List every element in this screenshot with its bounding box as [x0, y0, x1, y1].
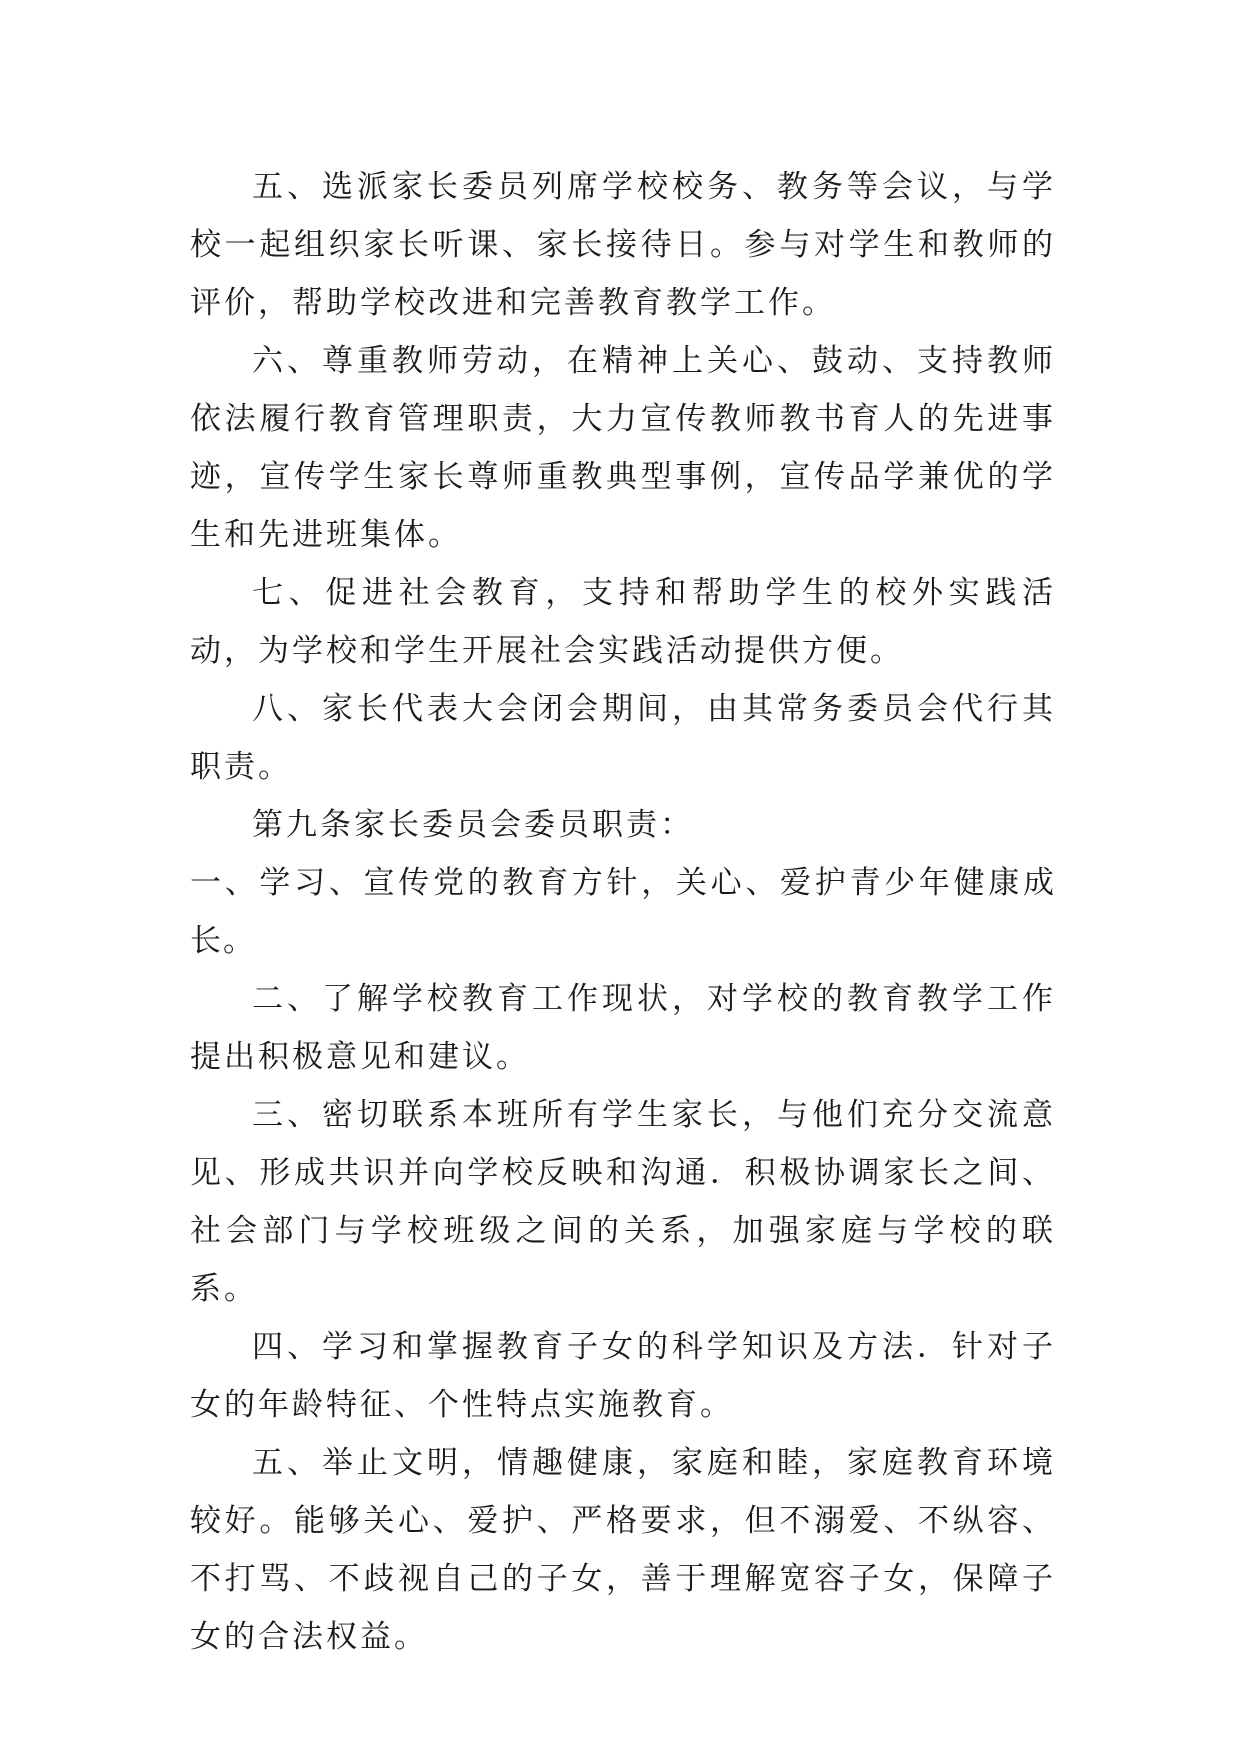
- paragraph-8-standing-committee: 八、家长代表大会闭会期间，由其常务委员会代行其职责。: [190, 691, 1056, 785]
- paragraph-5-delegate-members: 五、选派家长委员列席学校校务、教务等会议，与学校一起组织家长听课、家长接待日。参与对学生和教师的评价，帮助学校改进和完善教育教学工作。: [190, 169, 1056, 321]
- duty-4-parenting-knowledge: 四、学习和掌握教育子女的科学知识及方法．针对子女的年龄特征、个性特点实施教育。: [190, 1329, 1056, 1423]
- paragraph-7-social-education: 七、促进社会教育，支持和帮助学生的校外实践活动，为学校和学生开展社会实践活动提供方便。: [190, 575, 1056, 669]
- article-9-heading: 第九条家长委员会委员职责：: [252, 807, 694, 843]
- document-body: [190, 158, 1056, 1666]
- duty-3-contact-parents: 三、密切联系本班所有学生家长，与他们充分交流意见、形成共识并向学校反映和沟通．积极协调家长之间、社会部门与学校班级之间的关系，加强家庭与学校的联系。: [190, 1097, 1056, 1307]
- paragraph-6-respect-teachers: 六、尊重教师劳动，在精神上关心、鼓动、支持教师依法履行教育管理职责，大力宣传教师教书育人的先进事迹，宣传学生家长尊师重教典型事例，宣传品学兼优的学生和先进班集体。: [190, 343, 1056, 553]
- duty-5-family-conduct: 五、举止文明，情趣健康，家庭和睦，家庭教育环境较好。能够关心、爱护、严格要求，但不溺爱、不纵容、不打骂、不歧视自己的子女，善于理解宽容子女，保障子女的合法权益。: [190, 1445, 1056, 1655]
- duty-1-education-policy: 一、学习、宣传党的教育方针，关心、爱护青少年健康成长。: [190, 865, 1056, 959]
- duty-2-school-status: 二、了解学校教育工作现状，对学校的教育教学工作提出积极意见和建议。: [190, 981, 1056, 1075]
